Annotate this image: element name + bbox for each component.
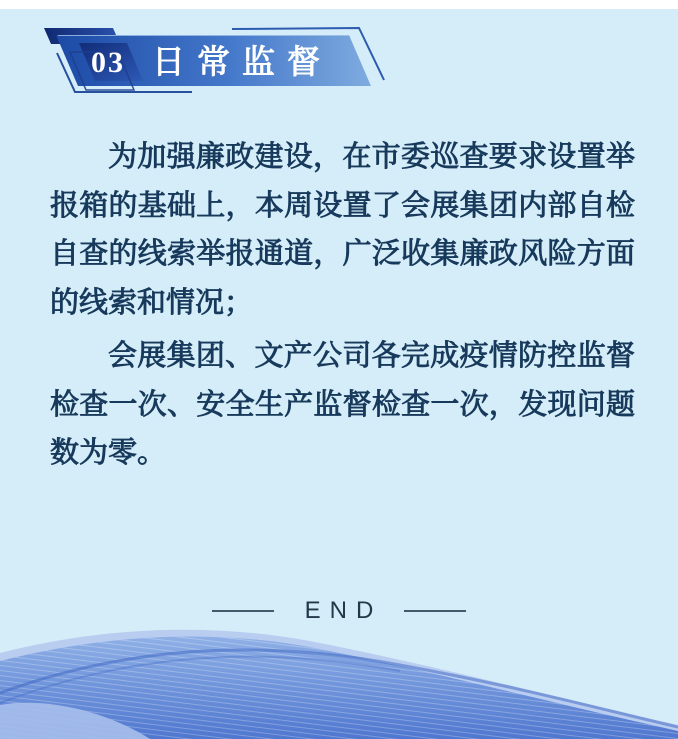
body-text <box>50 133 635 478</box>
end-label: END <box>304 597 383 624</box>
paragraph-2: 会展集团、文产公司各完成疫情防控监督检查一次、安全生产监督检查一次，发现问题数为零。 <box>50 340 635 469</box>
end-divider-right <box>404 610 466 612</box>
section-title: 日常监督 <box>152 45 332 81</box>
section-number: 03 <box>91 46 125 79</box>
wave-footer-graphic <box>0 613 678 739</box>
end-divider-left <box>212 610 274 612</box>
paragraph-1: 为加强廉政建设，在市委巡查要求设置举报箱的基础上，本周设置了会展集团内部自检自查的线索举报通道，广泛收集廉政风险方面的线索和情况； <box>50 141 635 319</box>
